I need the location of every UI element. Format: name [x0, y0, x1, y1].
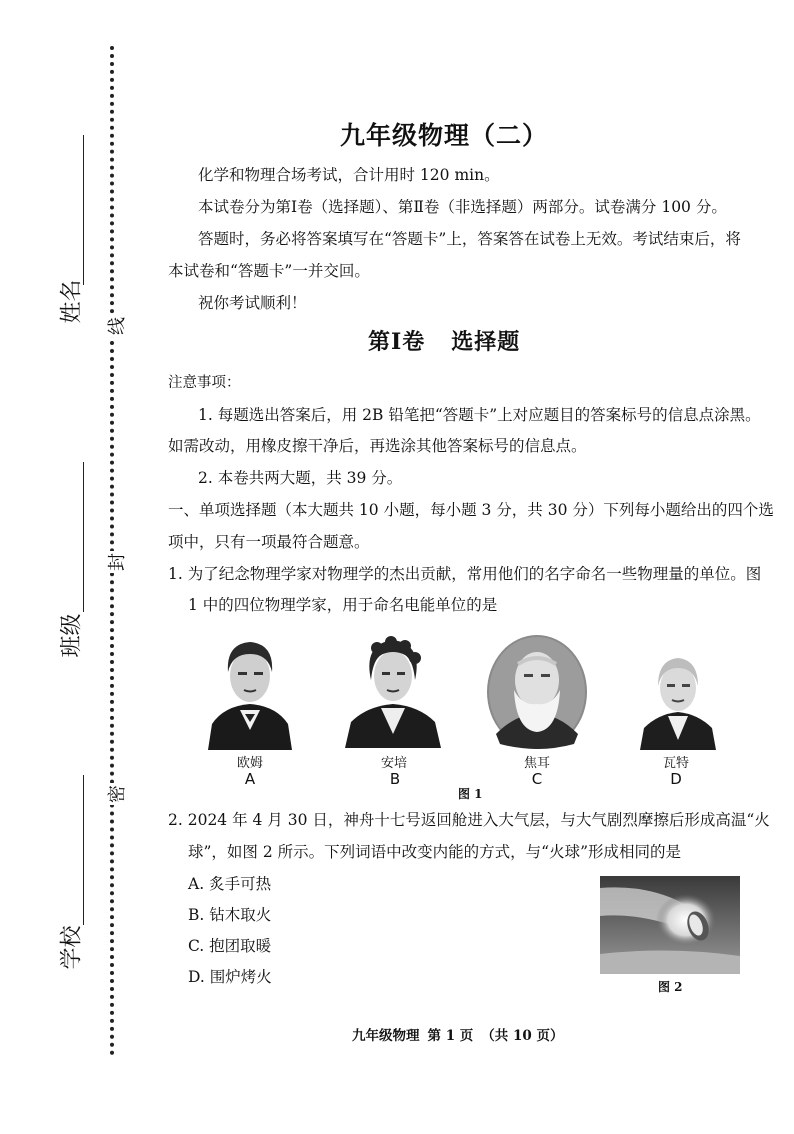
section-title-part1: 第Ⅰ卷 — [368, 329, 426, 355]
figure-2-fireball-image — [600, 876, 740, 974]
q1-option-d-name: 瓦特 — [662, 756, 689, 771]
section-title-part2: 选择题 — [451, 329, 521, 355]
q1-option-b-letter: B — [389, 770, 401, 788]
q1-option-b-name: 安培 — [380, 756, 407, 771]
q2-option-d-letter: D. — [188, 968, 205, 986]
footer-page: 第 1 页 — [427, 1028, 474, 1044]
q2-option-c-text: 抱团取暖 — [209, 937, 272, 955]
instruction-line-3a: 答题时，务必将答案填写在“答题卡”上，答案答在试卷上无效。考试结束后，将 — [198, 230, 741, 248]
seal-char-feng: 封 — [107, 553, 128, 571]
q2-option-c-letter: C. — [188, 937, 205, 955]
class-blank-line[interactable] — [83, 462, 84, 612]
footer-total: （共 10 页） — [481, 1028, 564, 1044]
portrait-joule-image — [486, 634, 588, 750]
instruction-line-4: 祝你考试顺利！ — [198, 294, 307, 312]
q2-option-b-text: 钻木取火 — [209, 906, 272, 924]
page-footer — [352, 1024, 563, 1044]
q1-option-a-name: 欧姆 — [236, 756, 263, 771]
part1-heading-a: 一、单项选择题（本大题共 10 小题，每小题 3 分，共 30 分）下列每小题给出的四个选 — [168, 501, 774, 519]
portrait-watt-image — [636, 650, 720, 750]
seal-char-xian: 线 — [107, 317, 128, 335]
q2-option-d — [188, 965, 272, 987]
name-label: 姓名 — [59, 279, 85, 324]
q1-option-a-letter: A — [244, 770, 256, 788]
q2-option-d-text: 围炉烤火 — [209, 968, 272, 986]
exam-title: 九年级物理（二） — [340, 121, 549, 150]
q2-option-c — [188, 934, 271, 956]
instruction-line-3b: 本试卷和“答题卡”一并交回。 — [168, 262, 370, 280]
q1-option-c-name: 焦耳 — [523, 756, 550, 771]
class-label: 班级 — [59, 613, 85, 658]
q2-text-b: 球”，如图 2 所示。下列词语中改变内能的方式，与“火球”形成相同的是 — [188, 843, 681, 861]
seal-char-mi: 密 — [107, 785, 128, 803]
footer-subject: 九年级物理 — [352, 1028, 420, 1044]
q2-option-a — [188, 872, 271, 894]
figure-2-caption: 图 2 — [658, 980, 683, 994]
school-label: 学校 — [59, 925, 85, 970]
q1-option-c-letter: C — [531, 770, 543, 788]
q2-option-b-letter: B. — [188, 906, 205, 924]
name-blank-line[interactable] — [83, 135, 84, 285]
q2-option-a-text: 炙手可热 — [209, 875, 272, 893]
q2-option-a-letter: A. — [188, 875, 205, 893]
part1-heading-b: 项中，只有一项最符合题意。 — [168, 533, 370, 551]
section-title — [368, 325, 520, 356]
q1-option-d-letter: D — [670, 770, 682, 788]
q1-text-b: 1 中的四位物理学家，用于命名电能单位的是 — [188, 596, 498, 614]
portrait-ampere-image — [343, 634, 443, 748]
note-2: 2. 本卷共两大题，共 39 分。 — [198, 469, 403, 487]
instruction-line-1: 化学和物理合场考试，合计用时 120 min。 — [198, 166, 500, 184]
q2-option-b — [188, 903, 271, 925]
note-1b: 如需改动，用橡皮擦干净后，再选涂其他答案标号的信息点。 — [168, 437, 587, 455]
notes-heading: 注意事项： — [168, 375, 241, 391]
note-1a: 1. 每题选出答案后，用 2B 铅笔把“答题卡”上对应题目的答案标号的信息点涂黑。 — [198, 406, 761, 424]
instruction-line-2: 本试卷分为第Ⅰ卷（选择题）、第Ⅱ卷（非选择题）两部分。试卷满分 100 分。 — [198, 198, 727, 216]
portrait-ohm-image — [204, 632, 296, 750]
school-blank-line[interactable] — [83, 775, 84, 925]
q2-text-a: 2. 2024 年 4 月 30 日，神舟十七号返回舱进入大气层，与大气剧烈摩擦后形成高温“火 — [168, 811, 770, 829]
q1-text-a: 1. 为了纪念物理学家对物理学的杰出贡献，常用他们的名字命名一些物理量的单位。图 — [168, 565, 762, 583]
figure-1-caption: 图 1 — [458, 787, 483, 801]
